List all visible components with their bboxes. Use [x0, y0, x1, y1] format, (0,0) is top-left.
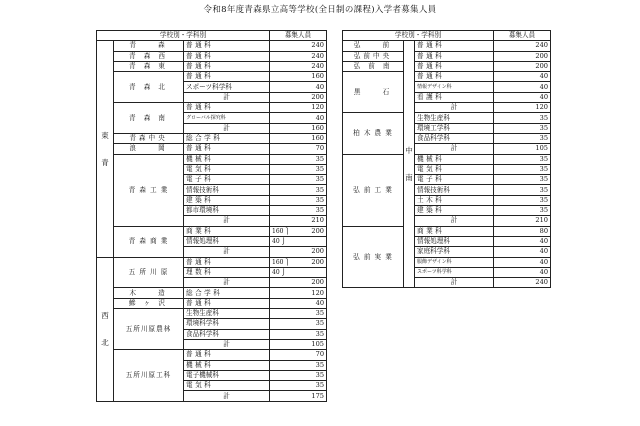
school-name: 五所川原工科 [114, 350, 184, 401]
quota-value: 105 [494, 144, 551, 154]
school-name: 青 森 南 [114, 103, 184, 134]
quota-value: 70 [270, 350, 327, 360]
department-name: 機械科 [184, 360, 270, 370]
table-row [97, 309, 327, 319]
department-name: 都市環境科 [184, 206, 270, 216]
school-name: 五所川原農林 [114, 309, 184, 350]
table-row [343, 61, 551, 71]
table-row [97, 154, 327, 164]
table-row [97, 103, 327, 113]
department-name: 商業科 [415, 226, 494, 236]
quota-value: 35 [494, 164, 551, 174]
department-name: 普通科 [184, 144, 270, 154]
quota-value: 40 [270, 82, 327, 92]
school-name: 弘前中央 [343, 51, 404, 61]
quota-value: 105 [270, 339, 327, 349]
header-school-dept: 学校別・学科別 [343, 31, 494, 41]
quota-value: 120 [270, 288, 327, 298]
table-header-row [97, 31, 327, 41]
header-school-dept: 学校別・学科別 [97, 31, 270, 41]
school-name: 弘 前 南 [343, 61, 404, 71]
table-row [343, 226, 551, 236]
quota-value: 200 [270, 278, 327, 288]
quota-value [270, 236, 327, 246]
department-name: 総合学科 [184, 133, 270, 143]
table-row [97, 51, 327, 61]
school-name: 柏 木 農 業 [343, 113, 404, 154]
school-name: 弘 前 実 業 [343, 226, 404, 288]
region-label: 中 南 [404, 41, 415, 288]
department-name: グローバル探究科 [184, 113, 270, 123]
department-name: 看護科 [415, 92, 494, 102]
quota-value: 160 ⎫ 200 [270, 226, 327, 236]
department-name: 総合学科 [184, 288, 270, 298]
department-name: 電子科 [184, 175, 270, 185]
department-name: 機械科 [184, 154, 270, 164]
table-row [97, 350, 327, 360]
quota-value: 35 [270, 195, 327, 205]
quota-value: 35 [494, 175, 551, 185]
left-quota-table [96, 30, 327, 402]
quota-value: 35 [270, 185, 327, 195]
department-name: 機械科 [415, 154, 494, 164]
subtotal-label: 計 [415, 103, 494, 113]
quota-value: 160 [270, 133, 327, 143]
department-name: 家庭科学科 [415, 247, 494, 257]
quota-value: 200 [494, 61, 551, 71]
quota-value: 40 [494, 92, 551, 102]
quota-value: 35 [494, 206, 551, 216]
department-name: 電気科 [184, 381, 270, 391]
table-row [97, 72, 327, 82]
department-name: 情報処理科 [415, 236, 494, 246]
quota-value: 35 [494, 123, 551, 133]
school-name: 青森中央 [114, 133, 184, 143]
school-name: 浪 岡 [114, 144, 184, 154]
department-name: 普通科 [415, 61, 494, 71]
school-name: 弘 前 工 業 [343, 154, 404, 226]
department-name: 生物生産科 [415, 113, 494, 123]
school-name: 青 森 西 [114, 51, 184, 61]
page-title: 令和8年度青森県立高等学校(全日制の課程)入学者募集人員 [203, 5, 437, 15]
school-name: 弘 前 [343, 41, 404, 51]
school-name: 鰺 ヶ 沢 [114, 298, 184, 308]
quota-value: 240 [494, 278, 551, 288]
table-row [97, 41, 327, 51]
quota-value: 35 [270, 206, 327, 216]
header-quota: 募集人員 [494, 31, 551, 41]
subtotal-label: 計 [415, 144, 494, 154]
quota-value: 200 [494, 51, 551, 61]
subtotal-label: 計 [184, 247, 270, 257]
table-row [343, 41, 551, 51]
school-name: 黒 石 [343, 72, 404, 113]
department-quota: 40 ⎭ [272, 237, 287, 245]
region-label: 東 青 [97, 41, 114, 257]
table-header-row [343, 31, 551, 41]
department-name: 建築科 [184, 195, 270, 205]
region-label: 西 北 [97, 257, 114, 401]
subtotal-label: 計 [184, 216, 270, 226]
quota-value: 160 [270, 72, 327, 82]
subtotal-label: 計 [184, 278, 270, 288]
department-name: 電気科 [415, 164, 494, 174]
quota-value: 200 [270, 92, 327, 102]
quota-value: 240 [270, 61, 327, 71]
department-name: 普通科 [184, 72, 270, 82]
quota-value: 120 [270, 103, 327, 113]
header-quota: 募集人員 [270, 31, 327, 41]
school-name: 青 森 商 業 [114, 226, 184, 257]
quota-value: 40 [494, 267, 551, 277]
department-name: 理数科 [184, 267, 270, 277]
department-name: 普通科 [184, 41, 270, 51]
school-name: 青 森 工 業 [114, 154, 184, 226]
table-row [343, 72, 551, 82]
table-row [343, 113, 551, 123]
department-quota: 160 ⎫ [272, 227, 290, 235]
quota-value: 35 [270, 381, 327, 391]
quota-value: 35 [494, 154, 551, 164]
quota-value: 70 [270, 144, 327, 154]
department-name: スポーツ科学科 [184, 82, 270, 92]
quota-value: 35 [270, 164, 327, 174]
quota-value: 40 [270, 298, 327, 308]
quota-value: 240 [270, 51, 327, 61]
right-quota-table [342, 30, 551, 288]
quota-value: 200 [270, 247, 327, 257]
department-name: 食品科学科 [415, 133, 494, 143]
department-quota: 40 ⎭ [272, 268, 287, 276]
department-name: 普通科 [184, 103, 270, 113]
quota-value: 40 [494, 72, 551, 82]
table-row [97, 288, 327, 298]
table-row [97, 61, 327, 71]
school-name: 青 森 東 [114, 61, 184, 71]
department-name: 電子科 [415, 175, 494, 185]
table-row [97, 226, 327, 236]
department-name: 情報技術科 [184, 185, 270, 195]
quota-value: 40 [270, 113, 327, 123]
department-name: 普通科 [415, 41, 494, 51]
department-name: 情報技術科 [415, 185, 494, 195]
quota-value: 160 ⎫ 200 [270, 257, 327, 267]
quota-value: 35 [270, 370, 327, 380]
subtotal-label: 計 [184, 123, 270, 133]
quota-value: 35 [270, 319, 327, 329]
subtotal-label: 計 [415, 216, 494, 226]
department-name: 普通科 [184, 350, 270, 360]
school-name: 五 所 川 原 [114, 257, 184, 288]
school-name: 青 森 [114, 41, 184, 51]
department-name: 商業科 [184, 226, 270, 236]
department-name: 生物生産科 [184, 309, 270, 319]
department-name: 普通科 [415, 51, 494, 61]
table-row [97, 257, 327, 267]
quota-value: 35 [270, 175, 327, 185]
quota-value: 35 [270, 360, 327, 370]
quota-value [270, 267, 327, 277]
department-name: 土木科 [415, 195, 494, 205]
quota-value: 80 [494, 226, 551, 236]
subtotal-label: 計 [184, 391, 270, 401]
school-name: 青 森 北 [114, 72, 184, 103]
subtotal-label: 計 [184, 339, 270, 349]
quota-value: 40 [494, 82, 551, 92]
department-name: 電気科 [184, 164, 270, 174]
table-row [97, 144, 327, 154]
quota-value: 40 [494, 257, 551, 267]
subtotal-label: 計 [415, 278, 494, 288]
department-name: 環境工学科 [415, 123, 494, 133]
quota-value: 35 [270, 154, 327, 164]
school-name: 木 造 [114, 288, 184, 298]
department-name: 普通科 [184, 257, 270, 267]
table-row [97, 298, 327, 308]
quota-value: 35 [270, 309, 327, 319]
quota-value: 240 [494, 41, 551, 51]
quota-value: 35 [494, 185, 551, 195]
quota-value: 240 [270, 41, 327, 51]
department-name: スポーツ科学科 [415, 267, 494, 277]
table-row [343, 51, 551, 61]
department-name: 服飾デザイン科 [415, 257, 494, 267]
department-quota: 160 ⎫ [272, 258, 290, 266]
subtotal-label: 計 [184, 92, 270, 102]
quota-value: 40 [494, 236, 551, 246]
quota-value: 35 [494, 195, 551, 205]
department-name: 普通科 [184, 61, 270, 71]
quota-value: 210 [270, 216, 327, 226]
department-name: 建築科 [415, 206, 494, 216]
department-name: 情報処理科 [184, 236, 270, 246]
quota-value: 40 [494, 247, 551, 257]
quota-value: 160 [270, 123, 327, 133]
quota-value: 35 [270, 329, 327, 339]
department-name: 環境科学科 [184, 319, 270, 329]
quota-value: 175 [270, 391, 327, 401]
department-name: 普通科 [415, 72, 494, 82]
department-name: 電子機械科 [184, 370, 270, 380]
department-name: 情報デザイン科 [415, 82, 494, 92]
quota-value: 35 [494, 113, 551, 123]
department-name: 普通科 [184, 51, 270, 61]
table-row [97, 133, 327, 143]
department-name: 食品科学科 [184, 329, 270, 339]
table-row [343, 154, 551, 164]
quota-value: 120 [494, 103, 551, 113]
quota-value: 210 [494, 216, 551, 226]
department-name: 普通科 [184, 298, 270, 308]
quota-value: 35 [494, 133, 551, 143]
